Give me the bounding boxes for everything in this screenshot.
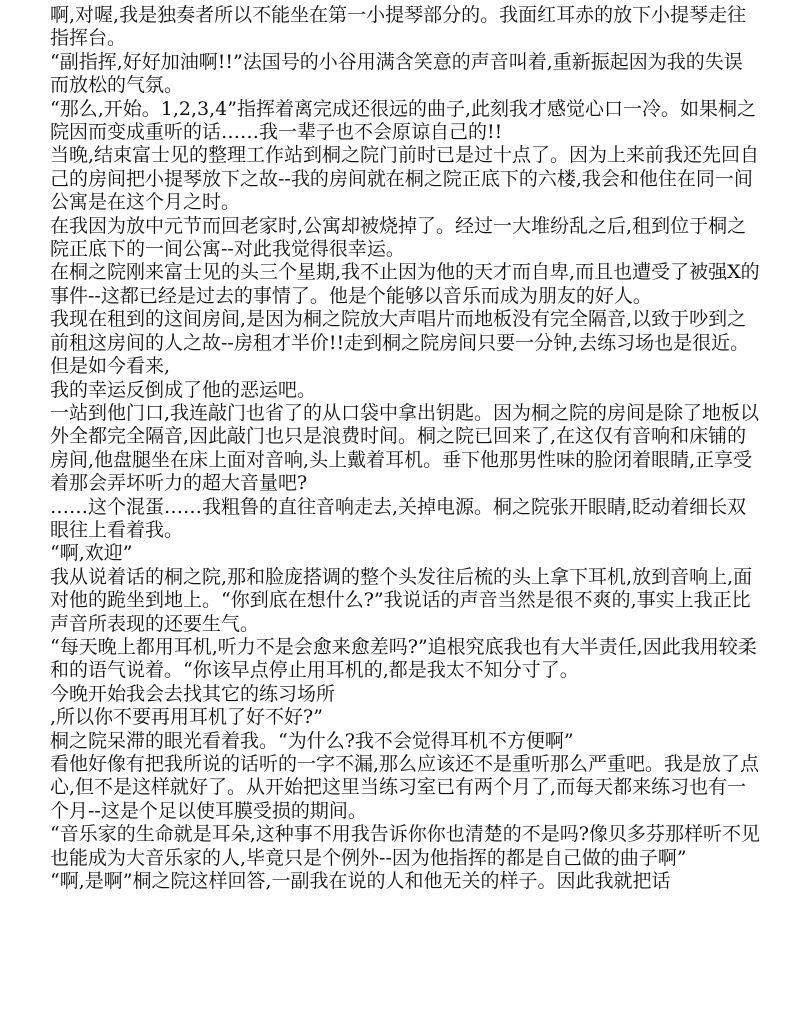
paragraph: 在我因为放中元节而回老家时,公寓却被烧掉了。经过一大堆纷乱之后,租到位于桐之院正底下的一间公寓--对此我觉得很幸运。 bbox=[50, 214, 747, 261]
paragraph: 我的幸运反倒成了他的恶运吧。 bbox=[50, 378, 317, 401]
paragraph: “那么,开始。1,2,3,4”指挥着离完成还很远的曲子,此刻我才感觉心口一冷。如果桐之院因而变成重听的话……我一辈子也不会原谅自己的!! bbox=[50, 97, 756, 144]
paragraph: “副指挥,好好加油啊!!”法国号的小谷用满含笑意的声音叫着,重新振起因为我的失误而放松的气氛。 bbox=[50, 50, 743, 97]
paragraph: 当晚,结束富士见的整理工作站到桐之院门前时已是过十点了。因为上来前我还先回自己的房间把小提琴放下之故--我的房间就在桐之院正底下的六楼,我会和他住在同一间公寓是在这个月之时。 bbox=[50, 144, 760, 214]
paragraph: “啊,欢迎” bbox=[50, 542, 133, 565]
paragraph: 今晚开始我会去找其它的练习场所 bbox=[50, 682, 336, 705]
paragraph: “啊,是啊”桐之院这样回答,一副我在说的人和他无关的样子。因此我就把话 bbox=[50, 870, 671, 893]
paragraph: 一站到他门口,我连敲门也省了的从口袋中拿出钥匙。因为桐之院的房间是除了地板以外全都完全隔音,因此敲门也只是浪费时间。桐之院已回来了,在这仅有音响和床铺的房间,他盘腿坐在床上面对音响,头上戴着耳机。垂下他那男性味的脸闭着眼睛,正享受着那会弄坏听力的超大音量吧? bbox=[50, 401, 760, 495]
paragraph: 我从说着话的桐之院,那和脸庞搭调的整个头发往后梳的头上拿下耳机,放到音响上,面对他的跪坐到地上。“你到底在想什么?”我说话的声音当然是很不爽的,事实上我正比声音所表现的还要生气。 bbox=[50, 565, 753, 635]
paragraph: “每天晚上都用耳机,听力不是会愈来愈差吗?”追根究底我也有大半责任,因此我用较柔和的语气说着。“你该早点停止用耳机的,都是我太不知分寸了。 bbox=[50, 635, 757, 682]
paragraph: 看他好像有把我所说的话听的一字不漏,那么应该还不是重听那么严重吧。我是放了点心,但不是这样就好了。从开始把这里当练习室已有两个月了,而每天都来练习也有一个月--这是个足以使耳膜受损的期间。 bbox=[50, 753, 760, 822]
paragraph: 我现在租到的这间房间,是因为桐之院放大声唱片而地板没有完全隔音,以致于吵到之前租这房间的人之故--房租才半价!!走到桐之院房间只要一分钟,去练习场也是很近。但是如今看来, bbox=[50, 308, 750, 378]
paragraph: ……这个混蛋……我粗鲁的直往音响走去,关掉电源。桐之院张开眼睛,眨动着细长双眼往上看着我。 bbox=[50, 495, 747, 541]
paragraph: ,所以你不要再用耳机了好不好?” bbox=[50, 706, 323, 729]
paragraph: 啊,对喔,我是独奏者所以不能坐在第一小提琴部分的。我面红耳赤的放下小提琴走往指挥台。 bbox=[50, 4, 747, 50]
paragraph: 桐之院呆滞的眼光看着我。“为什么?我不会觉得耳机不方便啊” bbox=[50, 729, 574, 752]
paragraph: 在桐之院刚来富士见的头三个星期,我不止因为他的天才而自卑,而且也遭受了被强X的事件--这都已经是过去的事情了。他是个能够以音乐而成为朋友的好人。 bbox=[50, 261, 760, 307]
paragraph: “音乐家的生命就是耳朵,这种事不用我告诉你你也清楚的不是吗?像贝多芬那样听不见也能成为大音乐家的人,毕竟只是个例外--因为他指挥的都是自己做的曲子啊” bbox=[50, 823, 760, 869]
